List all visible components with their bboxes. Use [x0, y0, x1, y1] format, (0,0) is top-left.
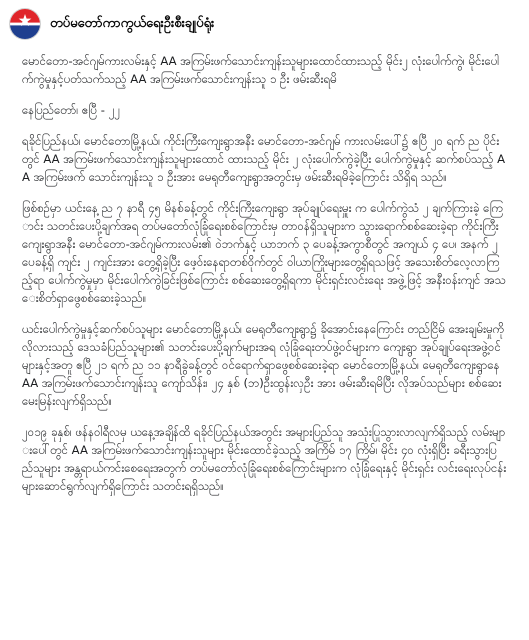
- post-dateline: နေပြည်တော်၊ ဧပြီ - ၂၂: [22, 103, 120, 117]
- post-paragraph: ဖြစ်စဉ်မှာ ယင်းနေ့ ည ၇ နာရီ ၄၅ မိနစ်ခန့်တွင် ကိုင်းကြီးကျေးရွာ အုပ်ချုပ်ရေးမှူး က ပေါက်ကွဲသံ ၂ ချက်ကြားခဲ့ ကြောင်း သတင်းပေးပို့ချက်အရ တပ်မတော်လုံခြုံရေးစစ်ကြောင်းမှ တာဝန်ရှိသူများက သွားရောက်စစ်ဆေးခဲ့ရာ ကိုင်းကြီးကျေးရွာအနီး မောင်တော-အင်ဂျမ်ကားလမ်း၏ ဝဲဘက်နှင့် ယာဘက် ၃ ပေခန့်အကွာစီတွင် အကျယ် ၄ ပေ၊ အနက် ၂ ပေခန့်ရှိ ကျင်း ၂ ကျင်းအား တွေ့ရှိခဲ့ပြီး ဖေ့ဝ်းနေရာတစ်ဝိုက်တွင် ဝါယာကြိုးများတွေ့ရှိရသဖြင့် အသေးစိတ်လေ့လာကြည့်ရာ ပေါက်ကွဲမှုမှာ မိုင်းပေါက်ကွဲခြင်းဖြစ်ကြောင်း စစ်ဆေးတွေ့ရှိရကာ မိုင်းရှင်းလင်းရေး အဖွဲ့ဖြင့် အနီးဝန်းကျင် အသေးစိတ်ရှာဖွေစစ်ဆေးခဲ့သည်။: [22, 201, 506, 305]
- post-headline: မောင်တော-အင်ဂျမ်ကားလမ်းနှင့် AA အကြမ်းဖက်သောင်းကျန်းသူများထောင်ထားသည့် မိုင်း၂ လုံးပေါက်ကွဲ၊ မိုင်းပေါက်ကွဲမှုနှင့်ပတ်သက်သည့် AA အကြမ်းဖက်သောင်းကျန်းသူ ၁ ဦး ဖမ်းဆီးရမိ: [22, 54, 500, 86]
- post-header: [0, 0, 529, 46]
- post-paragraph: ယင်းပေါက်ကွဲမှုနှင့်ဆက်စပ်သူများ မောင်တောမြို့နယ်၊ မေရုတီကျေးရွာ၌ ခိုအောင်းနေကြောင်း တည်ငြိမ် အေးချမ်းမှုကိုလိုလားသည့် ဒေသခံပြည်သူများ၏ သတင်းပေးပို့ချက်များအရ လုံခြုံရေးတပ်ဖွဲ့ဝင်များက ကျေးရွာ အုပ်ချုပ်ရေးအဖွဲ့ဝင်များနှင့်အတူ ဧပြီ ၂၁ ရက် ည ၁၁ နာရီခွဲခန့်တွင် ဝင်ရောက်ရှာဖွေစစ်ဆေးခဲ့ရာ မောင်တောမြို့နယ်၊ မေရုတီကျေးရွာနေ AA အကြမ်းဖက်သောင်းကျန်းသူ ကျော်သိန်း၊ ၂၄ နှစ် (ဘ)ဦးထွန်းလှဦး အား ဖမ်းဆီးရမိပြီး လိုအပ်သည်များ စစ်ဆေးမေးမြန်းလျက်ရှိသည်။: [22, 322, 505, 408]
- post-body: [0, 46, 529, 495]
- post-paragraph: ရခိုင်ပြည်နယ်၊ မောင်တောမြို့နယ်၊ ကိုင်းကြီးကျေးရွာအနီး မောင်တော-အင်ဂျမ် ကားလမ်းပေါ်၌ ဧပြီ ၂၀ ရက် ည ပိုင်းတွင် AA အကြမ်းဖက်သောင်းကျန်းသူများထောင် ထားသည့် မိုင်း ၂ လုံးပေါက်ကွဲခဲ့ပြီး ပေါက်ကွဲမှုနှင့် ဆက်စပ်သည့် AA အကြမ်းဖက် သောင်းကျန်းသူ ၁ ဦးအား မေရုတီကျေးရွာအတွင်းမှ ဖမ်းဆီးရမိခဲ့ကြောင်း သိရှိရ သည်။: [22, 134, 506, 184]
- page-avatar[interactable]: [10, 9, 40, 39]
- flag-logo-icon: [10, 9, 40, 39]
- post-paragraph: ၂၀၁၉ ခုနှစ်၊ ဖန်နဝါရီလမှ ယနေ့အချိန်ထိ ရခိုင်ပြည်နယ်အတွင်း အများပြည်သူ အသုံးပြုသွားလာလျက်ရှိသည့် လမ်းများပေါ်တွင် AA အကြမ်းဖက်သောင်းကျန်းသူများ မိုင်းထောင်ခဲ့သည့် အကြိမ် ၁၇ ကြိမ်၊ မိုင်း ၄၀ လုံးရှိပြီး ခရီးသွားပြည်သူများ အန္တရာယ်ကင်းစေရေးအတွက် တပ်မတော်လုံခြုံရေးစစ်ကြောင်းများက လုံခြုံရေးနှင့် မိုင်းရှင်း လင်းရေးလုပ်ငန်းများဆောင်ရွက်လျက်ရှိကြောင်း သတင်းရရှိသည်။: [22, 425, 507, 493]
- page-name[interactable]: တပ်မတော်ကာကွယ်ရေးဦးစီးချုပ်ရုံး: [50, 15, 215, 31]
